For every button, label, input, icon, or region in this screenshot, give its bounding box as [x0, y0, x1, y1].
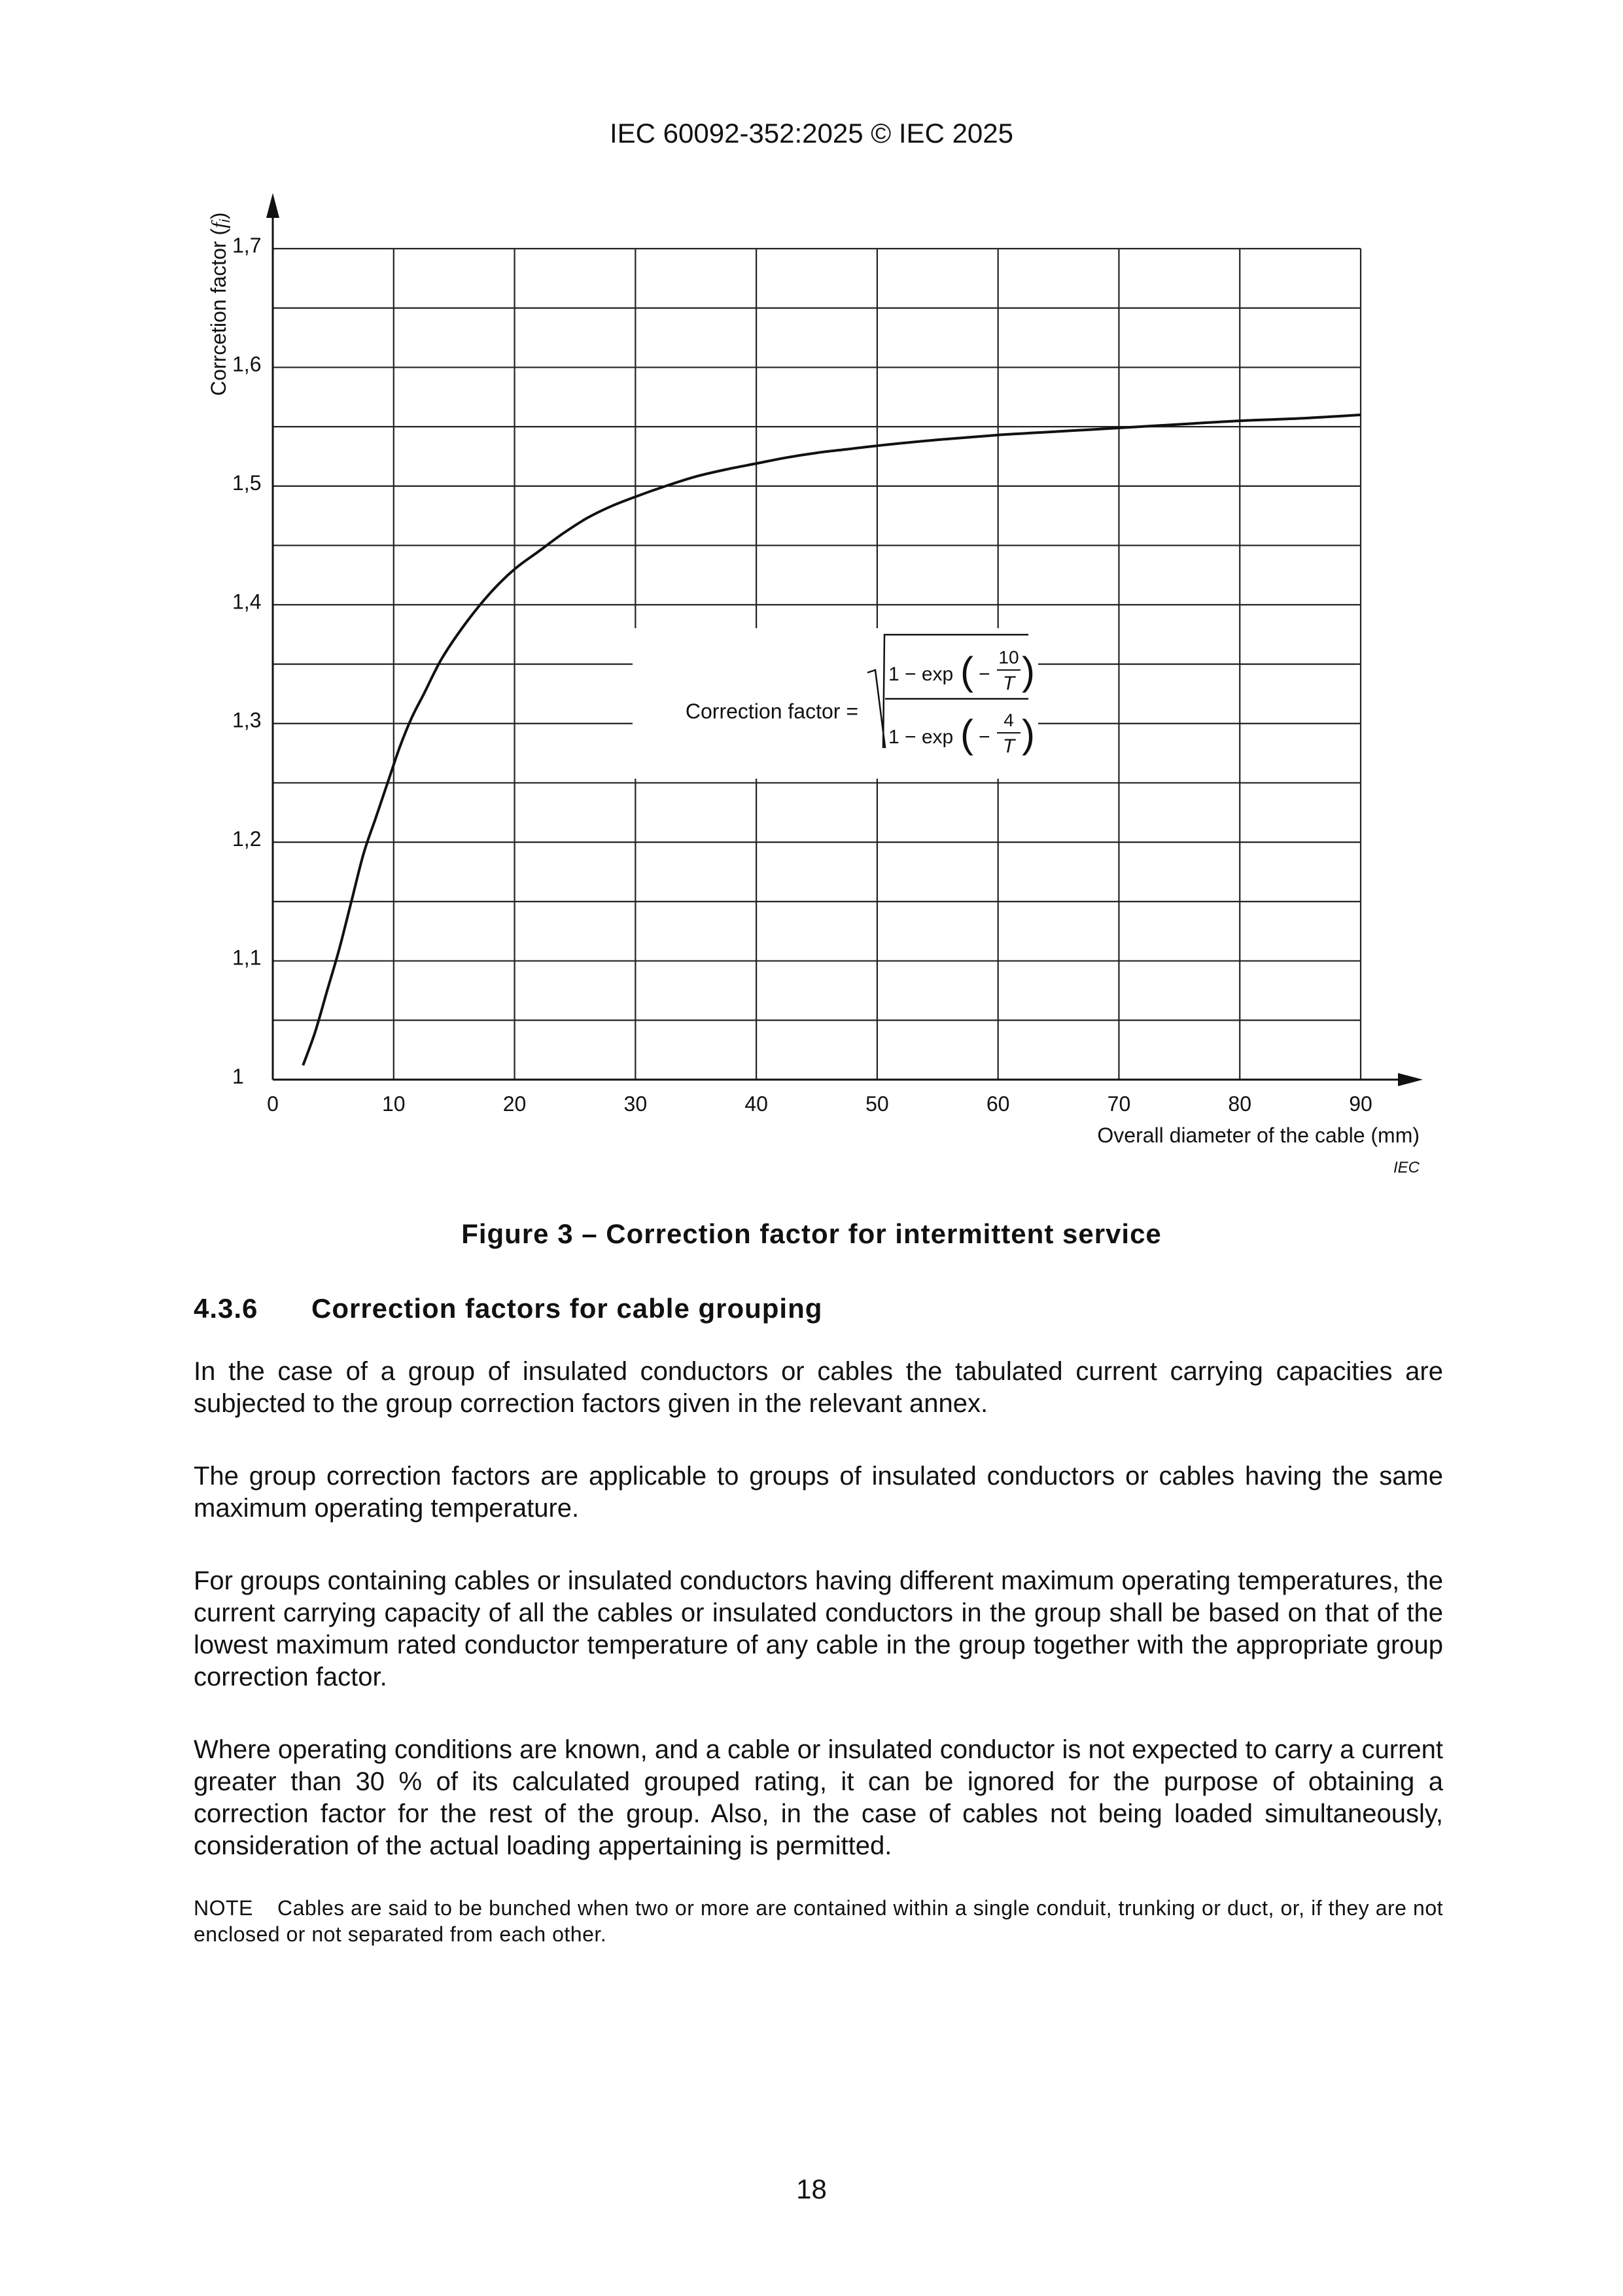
y-tick-labels — [232, 234, 261, 1088]
y-tick-label: 1,1 — [232, 945, 262, 970]
paragraph: For groups containing cables or insulated conductors having different maximum operating temperatures, the current carrying capacity of all the cables or insulated conductors in the group shall be based on that of the lowest maximum rated conductor temperature of any cable in the group together with the appropriate group correction factor. — [194, 1566, 1443, 1691]
formula-numerator-paren-open: ( — [960, 649, 973, 693]
x-tick-label: 20 — [502, 1092, 527, 1116]
y-axis-label-text: Corrcetion factor — [207, 241, 230, 396]
formula-numerator-paren-close: ) — [1022, 649, 1035, 693]
page-number: 18 — [796, 2174, 827, 2204]
formula-denominator-paren-close: ) — [1022, 712, 1035, 756]
formula-numerator-t: T — [1002, 673, 1015, 694]
formula-label: Correction factor = — [685, 699, 858, 723]
y-tick-label: 1,4 — [232, 590, 262, 614]
paragraph: In the case of a group of insulated conductors or cables the tabulated current carrying capacities are subjected to the group correction factors given in the relevant annex. — [194, 1357, 1443, 1418]
formula-numerator-value: 10 — [998, 647, 1019, 667]
x-axis-arrow — [1398, 1073, 1423, 1086]
y-axis-label-paren-open: ( — [207, 228, 230, 241]
y-axis-label-subscript: i — [217, 219, 233, 223]
y-tick-label: 1 — [232, 1065, 244, 1088]
x-tick-label: 10 — [381, 1092, 406, 1116]
x-tick-label: 80 — [1228, 1092, 1252, 1116]
y-tick-label: 1,2 — [232, 827, 262, 851]
y-axis-label-symbol: f — [207, 222, 230, 228]
x-tick-labels — [267, 1092, 1372, 1116]
iec-mark: IEC — [1393, 1159, 1420, 1176]
x-tick-label: 0 — [267, 1092, 279, 1116]
formula-denominator-prefix: 1 − exp — [888, 726, 954, 748]
y-axis-label — [207, 212, 233, 396]
formula-denominator-value: 4 — [1003, 710, 1014, 730]
note — [194, 1895, 1443, 1947]
formula-denominator-paren-open: ( — [960, 712, 973, 756]
section-title: Correction factors for cable grouping — [311, 1293, 823, 1324]
x-tick-label: 40 — [744, 1092, 768, 1116]
note-text: Cables are said to be bunched when two or more are contained within a single conduit, trunking or duct, or, if they are not enclosed or not separated from each other. — [194, 1896, 1443, 1946]
formula-denominator-minus: − — [979, 726, 990, 748]
y-tick-label: 1,3 — [232, 708, 262, 732]
formula-numerator-minus: − — [979, 663, 990, 685]
formula-numerator-prefix: 1 − exp — [888, 663, 954, 685]
page-header: IEC 60092-352:2025 © IEC 2025 — [609, 118, 1014, 149]
section-heading — [194, 1293, 822, 1324]
paragraph: The group correction factors are applicable to groups of insulated conductors or cables having the same maximum operating temperature. — [194, 1462, 1443, 1523]
section-number: 4.3.6 — [194, 1293, 258, 1324]
formula-denominator-t: T — [1002, 735, 1015, 757]
x-tick-label: 50 — [865, 1092, 889, 1116]
paragraph: Where operating conditions are known, and a cable or insulated conductor is not expected to carry a current greater than 30 % of its calculated grouped rating, it can be ignored for the purpose of obtaining a correction factor for the rest of the group. Also, in the case of cables not being loaded simultaneously, consideration of the actual loading appertaining is permitted. — [194, 1735, 1443, 1860]
x-tick-label: 60 — [986, 1092, 1010, 1116]
note-label: NOTE — [194, 1896, 253, 1920]
x-tick-label: 30 — [623, 1092, 648, 1116]
x-axis-label: Overall diameter of the cable (mm) — [1097, 1123, 1420, 1147]
x-tick-label: 90 — [1349, 1092, 1372, 1116]
y-axis-arrow — [266, 193, 279, 218]
figure-caption: Figure 3 – Correction factor for intermittent service — [461, 1218, 1162, 1249]
y-tick-label: 1,7 — [232, 234, 262, 257]
x-tick-label: 70 — [1107, 1092, 1131, 1116]
y-axis-label-paren-close: ) — [207, 212, 230, 220]
y-tick-label: 1,6 — [232, 352, 262, 376]
y-tick-label: 1,5 — [232, 470, 262, 495]
